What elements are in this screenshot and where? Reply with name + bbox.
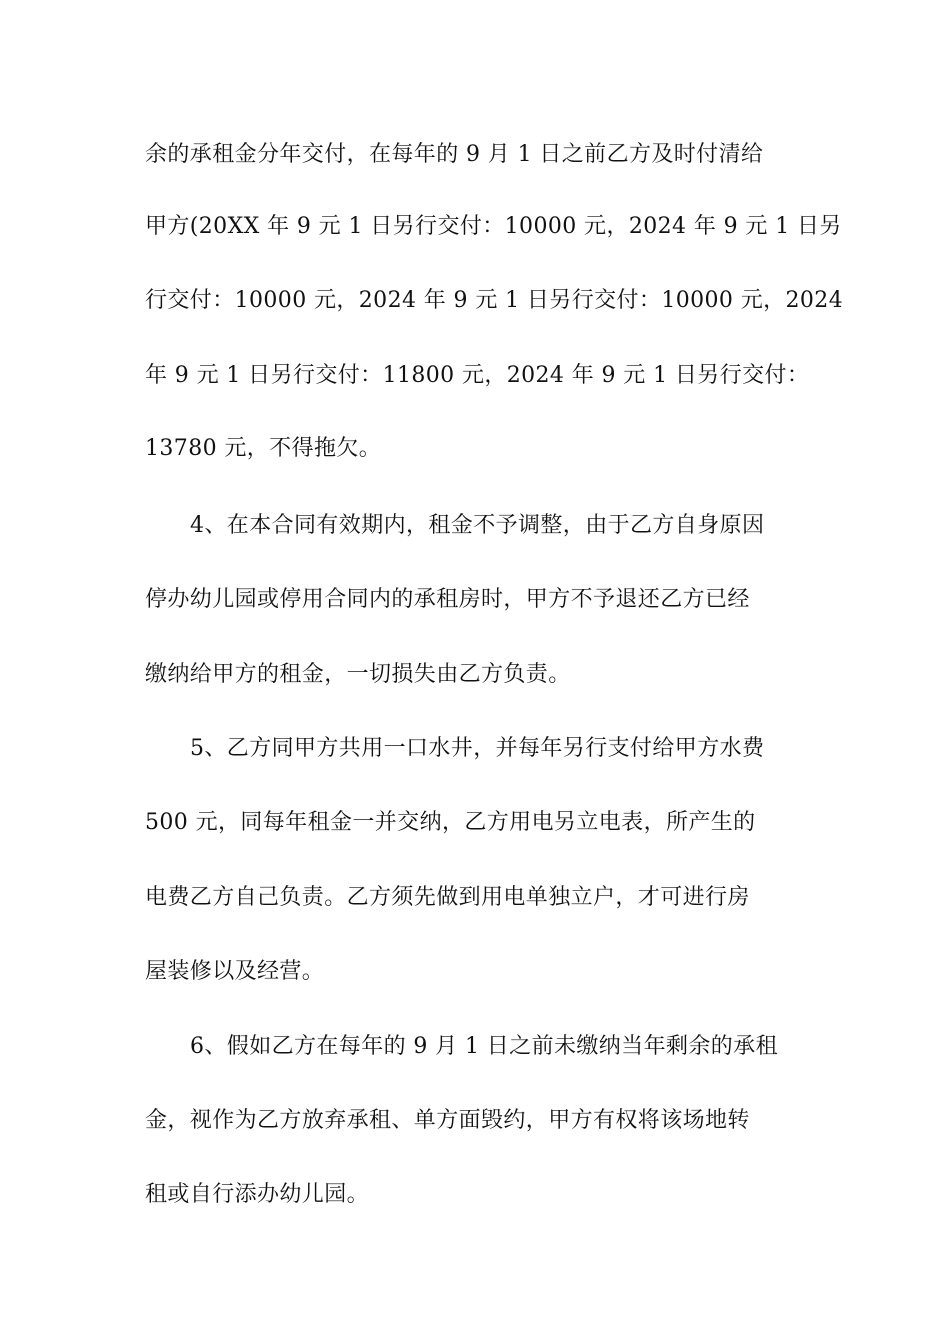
text-line: 500 元，同每年租金一并交纳，乙方用电另立电表，所产生的 bbox=[145, 810, 756, 835]
text-line: 金，视作为乙方放弃承租、单方面毁约，甲方有权将该场地转 bbox=[145, 1108, 750, 1133]
paragraph-5-first-line: 5、乙方同甲方共用一口水井，并每年另行支付给甲方水费 bbox=[190, 736, 765, 761]
text-line: 13780 元，不得拖欠。 bbox=[145, 436, 382, 461]
paragraph-4-first-line: 4、在本合同有效期内，租金不予调整，由于乙方自身原因 bbox=[190, 513, 765, 538]
paragraph-6-first-line: 6、假如乙方在每年的 9 月 1 日之前未缴纳当年剩余的承租 bbox=[190, 1034, 778, 1059]
text-line: 租或自行添办幼儿园。 bbox=[145, 1182, 370, 1207]
text-line: 年 9 元 1 日另行交付：11800 元，2024 年 9 元 1 日另行交付： bbox=[145, 363, 810, 388]
text-line: 缴纳给甲方的租金，一切损失由乙方负责。 bbox=[145, 662, 571, 687]
text-line: 甲方(20XX 年 9 元 1 日另行交付：10000 元，2024 年 9 元 1 日另 bbox=[145, 214, 842, 239]
text-line: 余的承租金分年交付，在每年的 9 月 1 日之前乙方及时付清给 bbox=[145, 142, 764, 167]
text-line: 屋装修以及经营。 bbox=[145, 959, 325, 984]
text-line: 停办幼儿园或停用合同内的承租房时，甲方不予退还乙方已经 bbox=[145, 587, 750, 612]
text-line: 行交付：10000 元，2024 年 9 元 1 日另行交付：10000 元，2024 bbox=[145, 288, 844, 313]
text-line: 电费乙方自己负责。乙方须先做到用电单独立户，才可进行房 bbox=[145, 885, 750, 910]
